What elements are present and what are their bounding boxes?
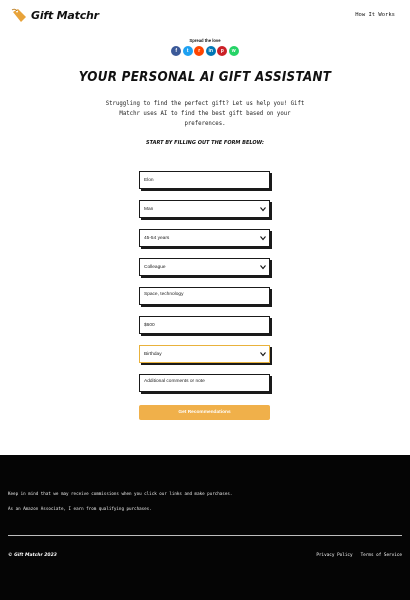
facebook-icon[interactable]: f [171,46,181,56]
occasion-select[interactable] [139,345,270,363]
age-value: 45-54 years [144,236,170,241]
chevron-down-icon [260,206,266,212]
brand-name: Gift Matchr [31,8,99,22]
chevron-down-icon [260,235,266,241]
copyright: © Gift Matchr 2023 [8,553,57,558]
age-select[interactable] [139,229,270,247]
relationship-value: Colleague [144,265,166,270]
footer-divider [8,535,402,536]
get-recommendations-button[interactable]: Get Recommendations [139,405,270,420]
occasion-value: Birthday [144,352,162,357]
pinterest-icon[interactable]: p [217,46,227,56]
interests-input[interactable] [139,287,270,305]
linkedin-icon[interactable]: in [206,46,216,56]
share-icons [0,46,410,56]
form-instruction: START BY FILLING OUT THE FORM BELOW: [146,140,264,146]
chevron-down-icon [260,351,266,357]
whatsapp-icon[interactable]: w [229,46,239,56]
gender-value: Man [144,207,154,212]
brand-logo[interactable] [11,7,99,23]
privacy-policy-link[interactable]: Privacy Policy [316,553,353,558]
intro-text: Struggling to find the perfect gift? Let us help you! Gift Matchr uses AI to find the best gift based on your preferences. [105,101,305,127]
comments-textarea[interactable] [139,374,270,392]
name-value: Elon [144,178,154,183]
nav-how-it-works[interactable]: How It Works [355,12,395,18]
gift-tag-icon [11,7,27,23]
reddit-icon[interactable]: r [194,46,204,56]
share-title: Spread the love [189,38,221,43]
gender-select[interactable] [139,200,270,218]
page-title: YOUR PERSONAL AI GIFT ASSISTANT [78,70,332,85]
commission-disclaimer: Keep in mind that we may receive commissions when you click our links and make purchases. [8,491,233,496]
name-input[interactable] [139,171,270,189]
relationship-select[interactable] [139,258,270,276]
share-section [0,38,410,56]
amazon-disclaimer: As an Amazon Associate, I earn from qualifying purchases. [8,506,152,511]
footer-links [316,553,402,558]
interests-value: Space, technology [144,292,184,297]
budget-input[interactable] [139,316,270,334]
comments-placeholder: Additional comments or note [144,379,205,384]
budget-value: $600 [144,323,155,328]
site-footer [0,455,410,600]
terms-of-service-link[interactable]: Terms of Service [360,553,402,558]
chevron-down-icon [260,264,266,270]
twitter-icon[interactable]: t [183,46,193,56]
site-header [0,0,410,32]
